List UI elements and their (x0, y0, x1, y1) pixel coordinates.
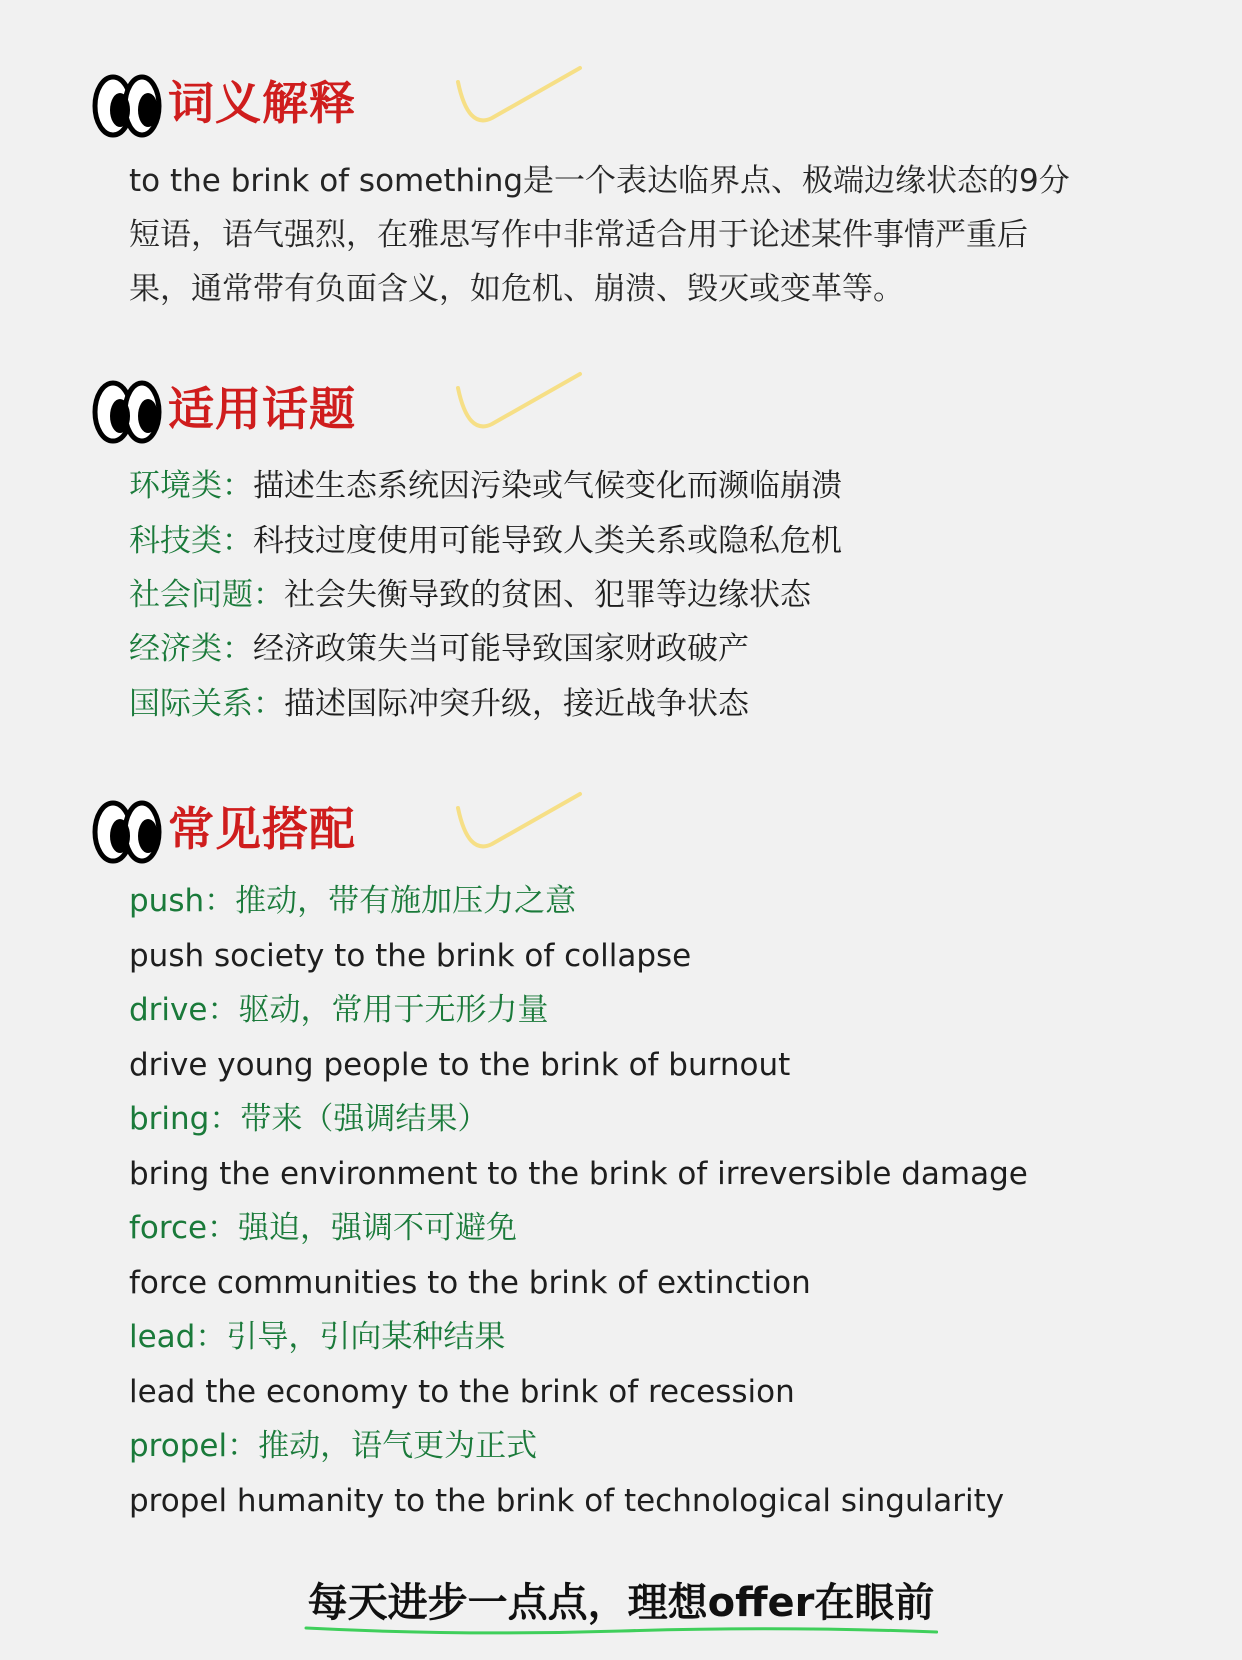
underline-icon (304, 1622, 939, 1638)
section-header-collocations (92, 796, 612, 868)
collocation-example: propel humanity to the brink of technological singularity (129, 1483, 1005, 1519)
topic-item (129, 574, 811, 616)
topic-text: 经济政策失当可能导致国家财政破产 (253, 631, 749, 667)
collocation-example: bring the environment to the brink of irreversible damage (129, 1156, 1028, 1192)
section-header-topics (92, 376, 612, 448)
checkmark-icon (454, 786, 584, 856)
collocation-verb: propel：推动，语气更为正式 (129, 1428, 538, 1464)
topic-label: 环境类： (129, 468, 253, 504)
collocation-verb: push：推动，带有施加压力之意 (129, 883, 577, 919)
checkmark-icon (454, 366, 584, 436)
definition-text: to the brink of something是一个表达临界点、极端边缘状态的9分短语，语气强烈，在雅思写作中非常适合用于论述某件事情严重后果，通常带有负面含义，如危机、崩溃、毁灭或变革等。 (129, 163, 1070, 307)
collocation-verb: force：强迫，强调不可避免 (129, 1210, 518, 1246)
topic-text: 社会失衡导致的贫困、犯罪等边缘状态 (284, 577, 811, 613)
collocation-example: force communities to the brink of extinction (129, 1265, 811, 1301)
topic-item (129, 465, 842, 507)
collocation-example: drive young people to the brink of burnout (129, 1047, 791, 1083)
collocation-verb: lead：引导，引向某种结果 (129, 1319, 506, 1355)
topic-label: 科技类： (129, 523, 253, 559)
checkmark-icon (454, 60, 584, 130)
section-title: 词义解释 (168, 76, 356, 130)
topic-label: 国际关系： (129, 686, 284, 722)
topic-text: 科技过度使用可能导致人类关系或隐私危机 (253, 523, 842, 559)
topic-item (129, 628, 749, 670)
footer-slogan (308, 1576, 935, 1630)
section-title: 适用话题 (168, 382, 356, 436)
topic-label: 社会问题： (129, 577, 284, 613)
collocation-verb: drive：驱动，常用于无形力量 (129, 992, 549, 1028)
section-header-definition (92, 70, 612, 142)
topic-item (129, 520, 842, 562)
footer-slogan-text: 每天进步一点点，理想offer在眼前 (307, 1580, 935, 1626)
topic-text: 描述国际冲突升级，接近战争状态 (284, 686, 749, 722)
collocation-verb: bring：带来（强调结果） (129, 1101, 489, 1137)
section-title: 常见搭配 (168, 802, 356, 856)
eyes-icon (92, 70, 162, 140)
eyes-icon (92, 796, 162, 866)
topic-label: 经济类： (129, 631, 253, 667)
eyes-icon (92, 376, 162, 446)
topic-text: 描述生态系统因污染或气候变化而濒临崩溃 (253, 468, 842, 504)
topic-item (129, 683, 749, 725)
collocation-example: lead the economy to the brink of recession (129, 1374, 795, 1410)
footer (0, 1576, 1242, 1630)
collocation-example: push society to the brink of collapse (129, 938, 692, 974)
